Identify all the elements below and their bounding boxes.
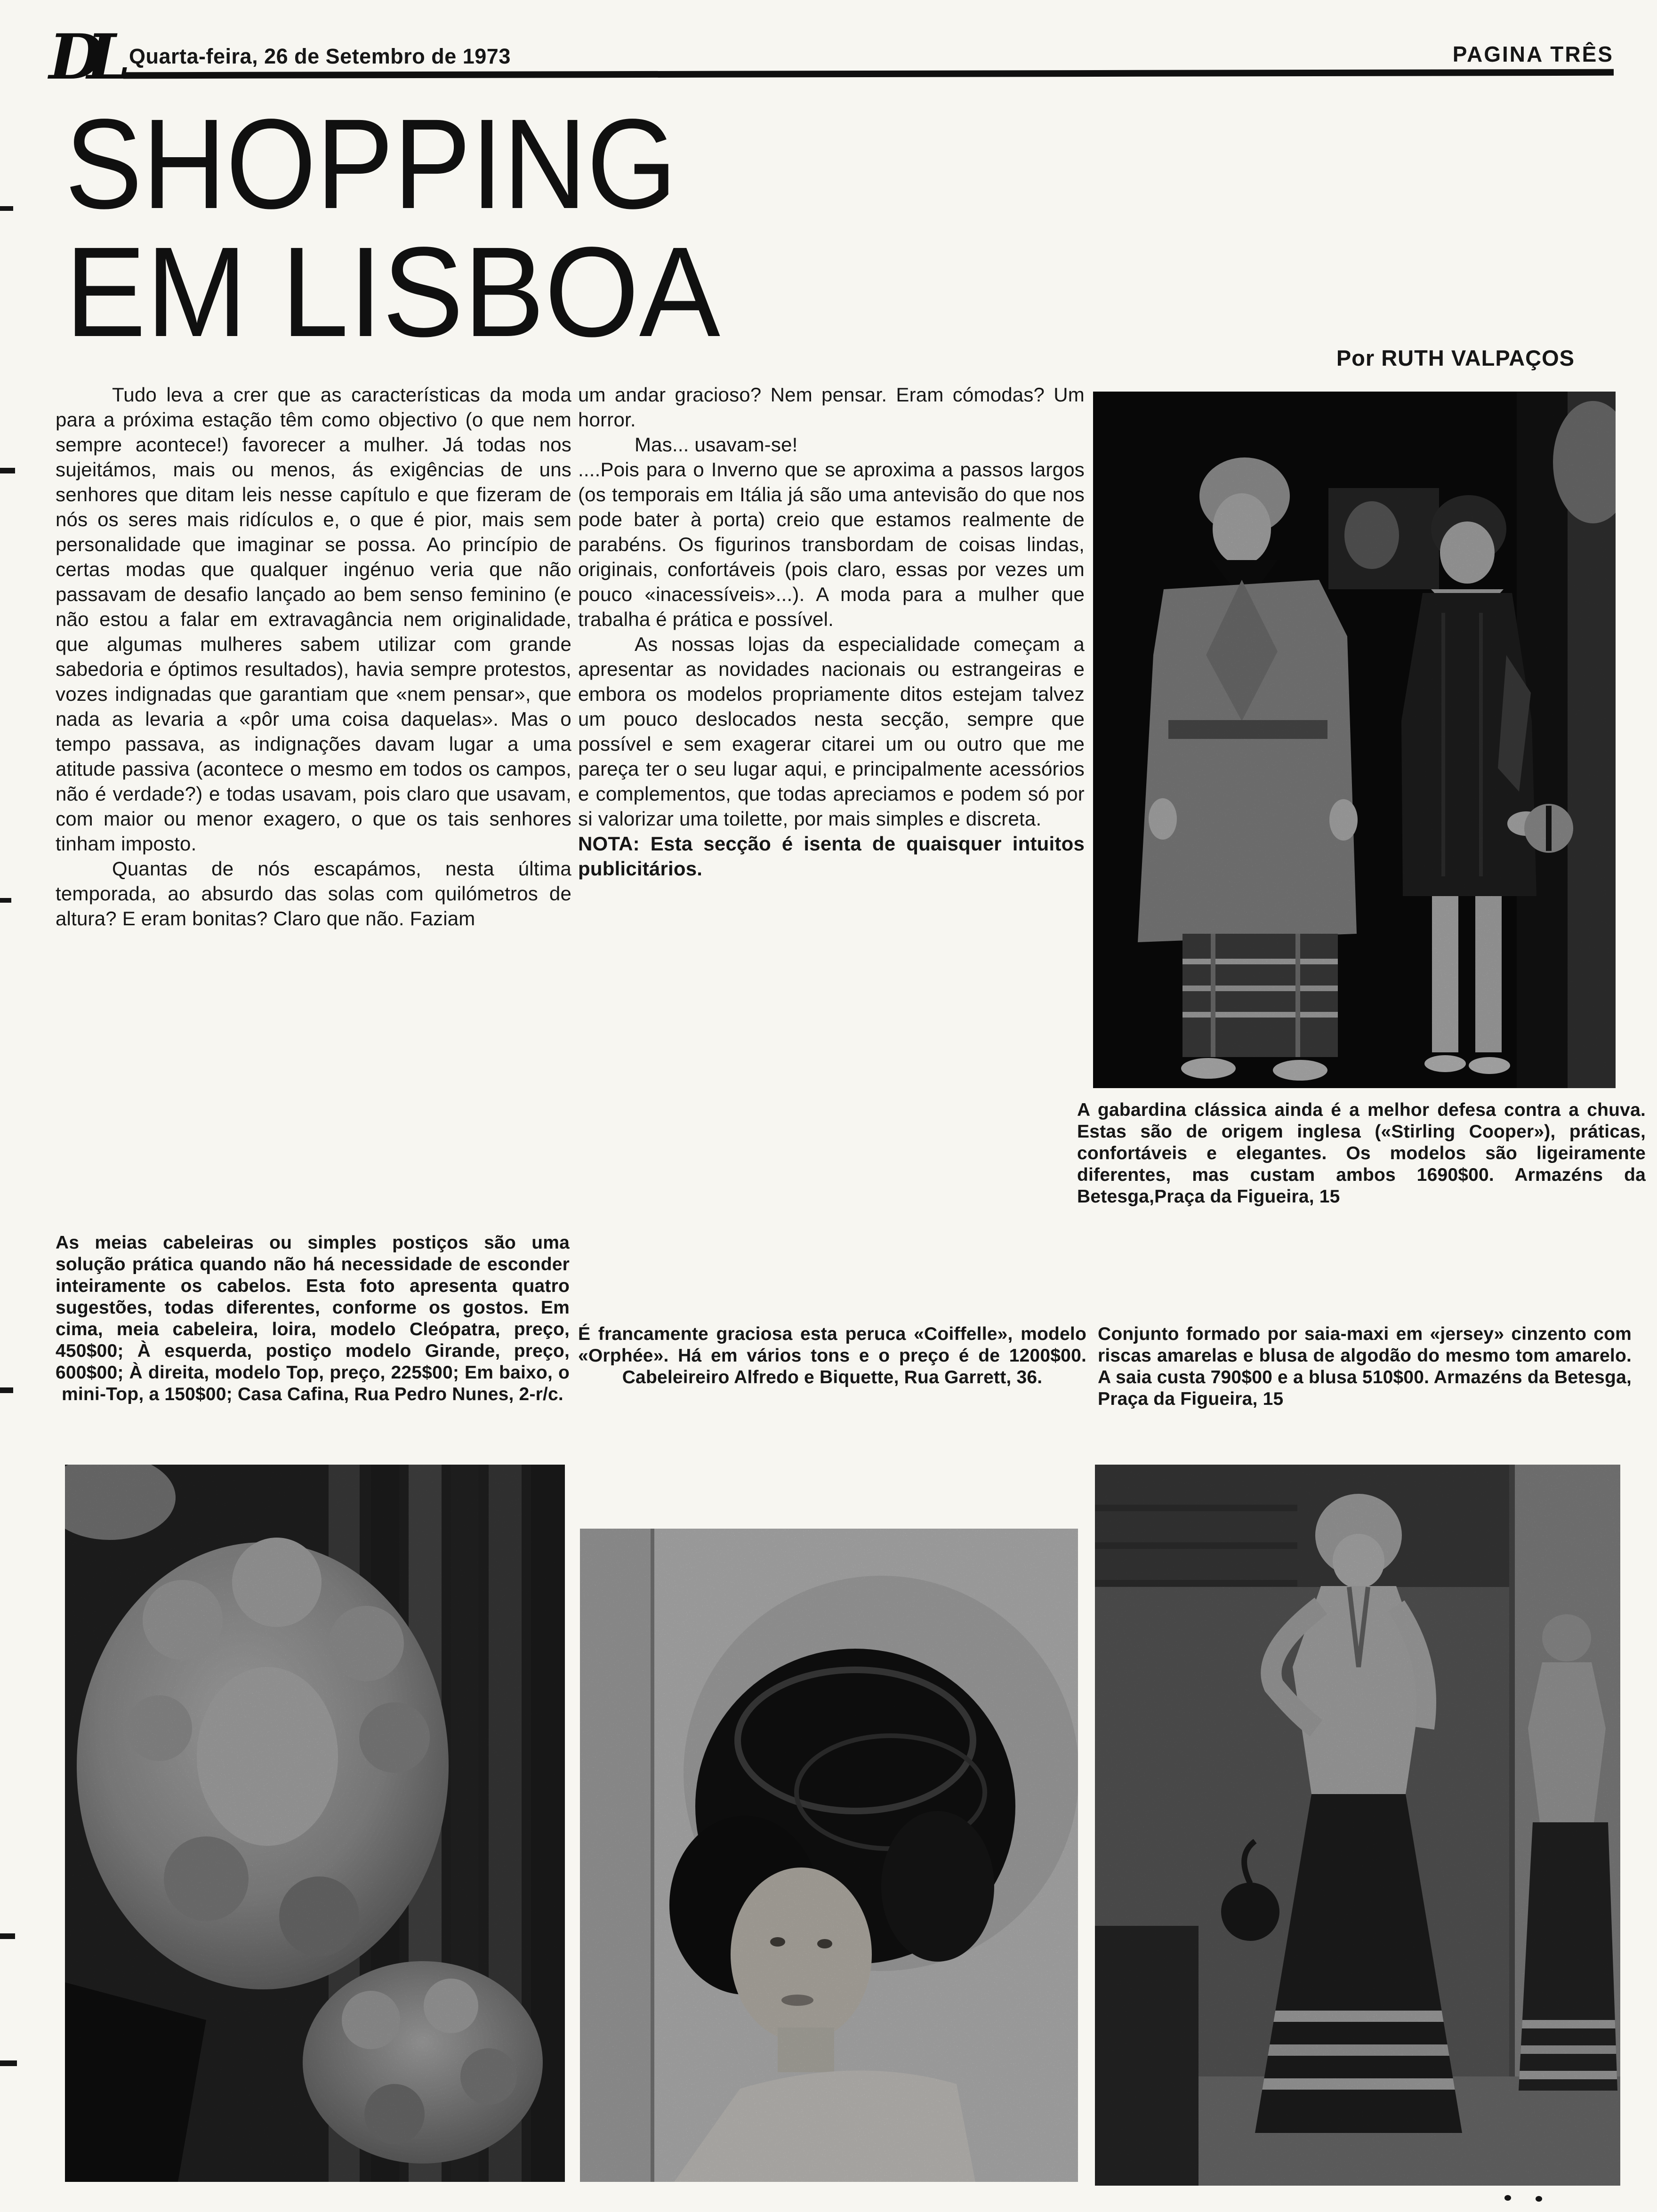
caption-peruca: É francamente graciosa esta peruca «Coiffelle», modelo «Orphée». Há em vários tons e o preço é de 1200$00. Cabeleireiro Alfredo e Biquette, Rua Garrett, 36. xyxy=(578,1324,1086,1387)
margin-artifact xyxy=(0,468,15,473)
article-column-2 xyxy=(578,382,1085,881)
article-paragraph: ....Pois para o Inverno que se aproxima a passos largos (os temporais em Itália já são uma antevisão do que nos pode bater à porta) creio que estamos realmente de parabéns. Os figurinos transbordam de coisas lindas, originais, confortáveis (pois claro, essas por vezes um pouco «inacessíveis»...). A moda para a mulher que trabalha é prática e possível. xyxy=(578,458,1085,630)
margin-artifact xyxy=(0,206,13,211)
nota-publicidade: NOTA: Esta secção é isenta de quaisquer intuitos publicitários. xyxy=(578,833,1085,880)
header-rule xyxy=(123,69,1614,79)
article-paragraph: Tudo leva a crer que as características da moda para a próxima estação têm como objectivo (o que nem sempre acontece!) favorecer a mulher. Já todas nos sujeitámos, mais ou menos, ás exigências de uns senhores que ditam leis nesse capítulo e que fizeram de nós os seres mais ridículos e, o que é pior, mais sem personalidade que imaginar se possa. Ao princípio de certas modas que qualquer ingénuo veria que não passavam de desafio lançado ao bem senso feminino (e não estou a falar em extravagância nem originalidade, que algumas mulheres sabem utilizar com grande sabedoria e óptimos resultados), havia sempre protestos, vozes indignadas que garantiam que «nem pensar», que nada as levaria a «pôr uma coisa daquelas». Mas o tempo passava, as indignações davam lugar a uma atitude passiva (acontece o mesmo em todos os campos, não é verdade?) e todas usavam, pois claro que usavam, com maior ou menor exagero, o que os tais senhores tinham imposto. xyxy=(56,384,571,855)
caption-conjunto: Conjunto formado por saia-maxi em «jersey» cinzento com riscas amarelas e blusa de algodão do mesmo tom amarelo. A saia custa 790$00 e a blusa 510$00. Armazéns da Betesga, Praça da Figueira, 15 xyxy=(1098,1324,1632,1409)
peruca-photo xyxy=(580,1529,1078,2182)
cabeleiras-photo xyxy=(65,1465,565,2182)
article-paragraph: Mas... usavam-se! xyxy=(635,433,798,456)
masthead-logo: DL xyxy=(49,21,115,94)
headline xyxy=(65,116,748,351)
margin-artifact xyxy=(0,1933,15,1939)
gabardinas-photo xyxy=(1093,392,1616,1088)
headline-line2: EM LISBOA xyxy=(65,220,721,351)
headline-line1: SHOPPING xyxy=(65,116,677,235)
article-column-1 xyxy=(56,382,571,931)
print-dot xyxy=(1536,2196,1542,2202)
caption-cabeleiras: As meias cabeleiras ou simples postiços são uma solução prática quando não há necessidade de esconder inteiramente os cabelos. Esta foto apresenta quatro sugestões, todas diferentes, conforme os gostos. Em cima, meia cabeleira, loira, modelo Cleópatra, preço, 450$00; À esquerda, postiço modelo Girande, preço, 600$00; À direita, modelo Top, preço, 225$00; Em baixo, o mini-Top, a 150$00; Casa Cafina, Rua Pedro Nunes, 2-r/c. xyxy=(56,1233,570,1404)
conjunto-photo xyxy=(1095,1465,1620,2186)
margin-artifact xyxy=(0,898,11,903)
article-paragraph: As nossas lojas da especialidade começam a apresentar as novidades nacionais ou estrangeiras e embora os modelos propriamente ditos estejam talvez um pouco deslocados nesta secção, sempre que possível e sem exagerar citarei um ou outro que me pareça ter o seu lugar aqui, e principalmente acessórios e complementos, que todas apreciamos e podem só por si valorizar uma toilette, por mais simples e discreta. xyxy=(578,633,1085,830)
print-dot xyxy=(1504,2195,1511,2201)
article-paragraph: um andar gracioso? Nem pensar. Eram cómodas? Um horror. xyxy=(578,384,1085,431)
margin-artifact xyxy=(0,2060,17,2066)
byline: Por RUTH VALPAÇOS xyxy=(1336,345,1575,370)
article-paragraph: Quantas de nós escapámos, nesta última temporada, ao absurdo das solas com quilómetros de altura? E eram bonitas? Claro que não. Faziam xyxy=(56,858,571,930)
margin-artifact xyxy=(0,1387,13,1393)
edition-date: Quarta-feira, 26 de Setembro de 1973 xyxy=(129,44,511,68)
page-number-label: PAGINA TRÊS xyxy=(1452,42,1614,66)
caption-gabardina: A gabardina clássica ainda é a melhor defesa contra a chuva. Estas são de origem inglesa («Stirling Cooper»), práticas, confortáveis e elegantes. Os modelos são ligeiramente diferentes, mas custam ambos 1690$00. Armazéns da Betesga,Praça da Figueira, 15 xyxy=(1077,1100,1646,1207)
